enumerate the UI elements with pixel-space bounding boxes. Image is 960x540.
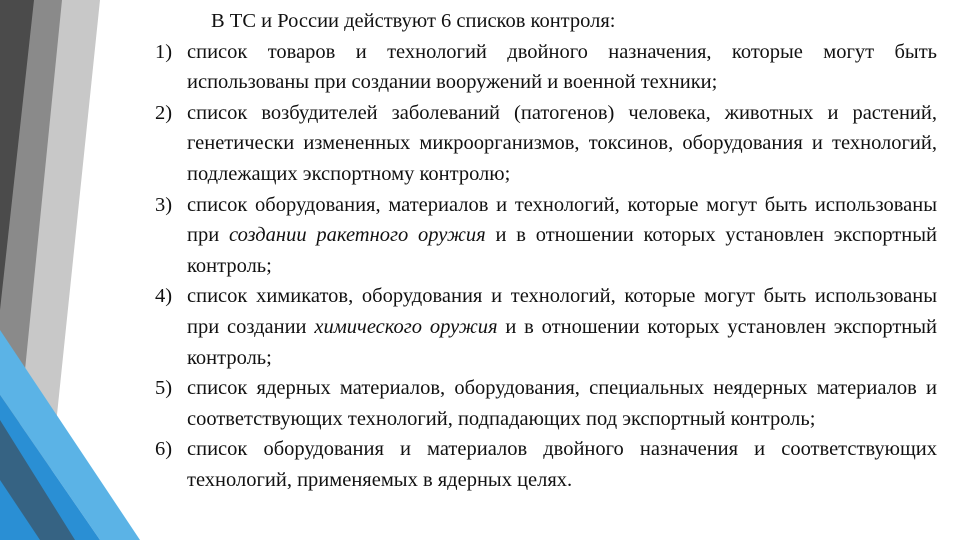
list-item-number: 4) xyxy=(155,285,173,308)
list-item-number: 1) xyxy=(155,40,173,63)
side-decoration xyxy=(0,0,140,540)
list-item xyxy=(155,190,937,282)
text-run: список оборудования, материалов и технологий, которые могут быть использованы при xyxy=(187,193,937,247)
list-item-number: 6) xyxy=(155,438,173,461)
text-run: список возбудителей заболеваний (патогенов) человека, животных и растений, генетически измененных микроорганизмов, токсинов, оборудования и технологий, подлежащих экспортному контролю; xyxy=(187,101,937,185)
text-run: и в отношении которых установлен экспортный контроль; xyxy=(187,224,937,277)
list-item-number: 3) xyxy=(155,193,173,216)
list-item-text xyxy=(187,190,937,282)
list-item-text xyxy=(187,373,937,434)
list-item-text xyxy=(187,98,937,190)
list-item-number: 5) xyxy=(155,377,173,400)
text-run: список товаров и технологий двойного назначения, которые могут быть использованы при создании вооружений и военной техники; xyxy=(187,40,937,94)
emphasized-text: создании ракетного оружия xyxy=(228,224,486,247)
list-item-text xyxy=(187,434,937,495)
text-run: список химикатов, оборудования и технологий, которые могут быть использованы при создании xyxy=(187,285,937,338)
text-run: и в отношении которых установлен экспортный контроль; xyxy=(187,315,937,369)
control-list xyxy=(155,37,937,496)
slide-heading: В ТС и России действуют 6 списков контроля: xyxy=(211,10,616,32)
slide-content xyxy=(155,6,937,496)
emphasized-text: химического оружия xyxy=(314,315,498,338)
list-item-text xyxy=(187,37,937,98)
list-item-number: 2) xyxy=(155,101,173,124)
list-item xyxy=(155,281,937,373)
text-run: список оборудования и материалов двойного назначения и соответствующих технологий, применяемых в ядерных целях. xyxy=(187,438,937,491)
list-item-text xyxy=(187,281,937,373)
list-item xyxy=(155,434,937,495)
list-item xyxy=(155,373,937,434)
list-item xyxy=(155,98,937,190)
text-run: список ядерных материалов, оборудования, специальных неядерных материалов и соответствующих технологий, подпадающих под экспортный контроль; xyxy=(187,377,937,430)
list-item xyxy=(155,37,937,98)
